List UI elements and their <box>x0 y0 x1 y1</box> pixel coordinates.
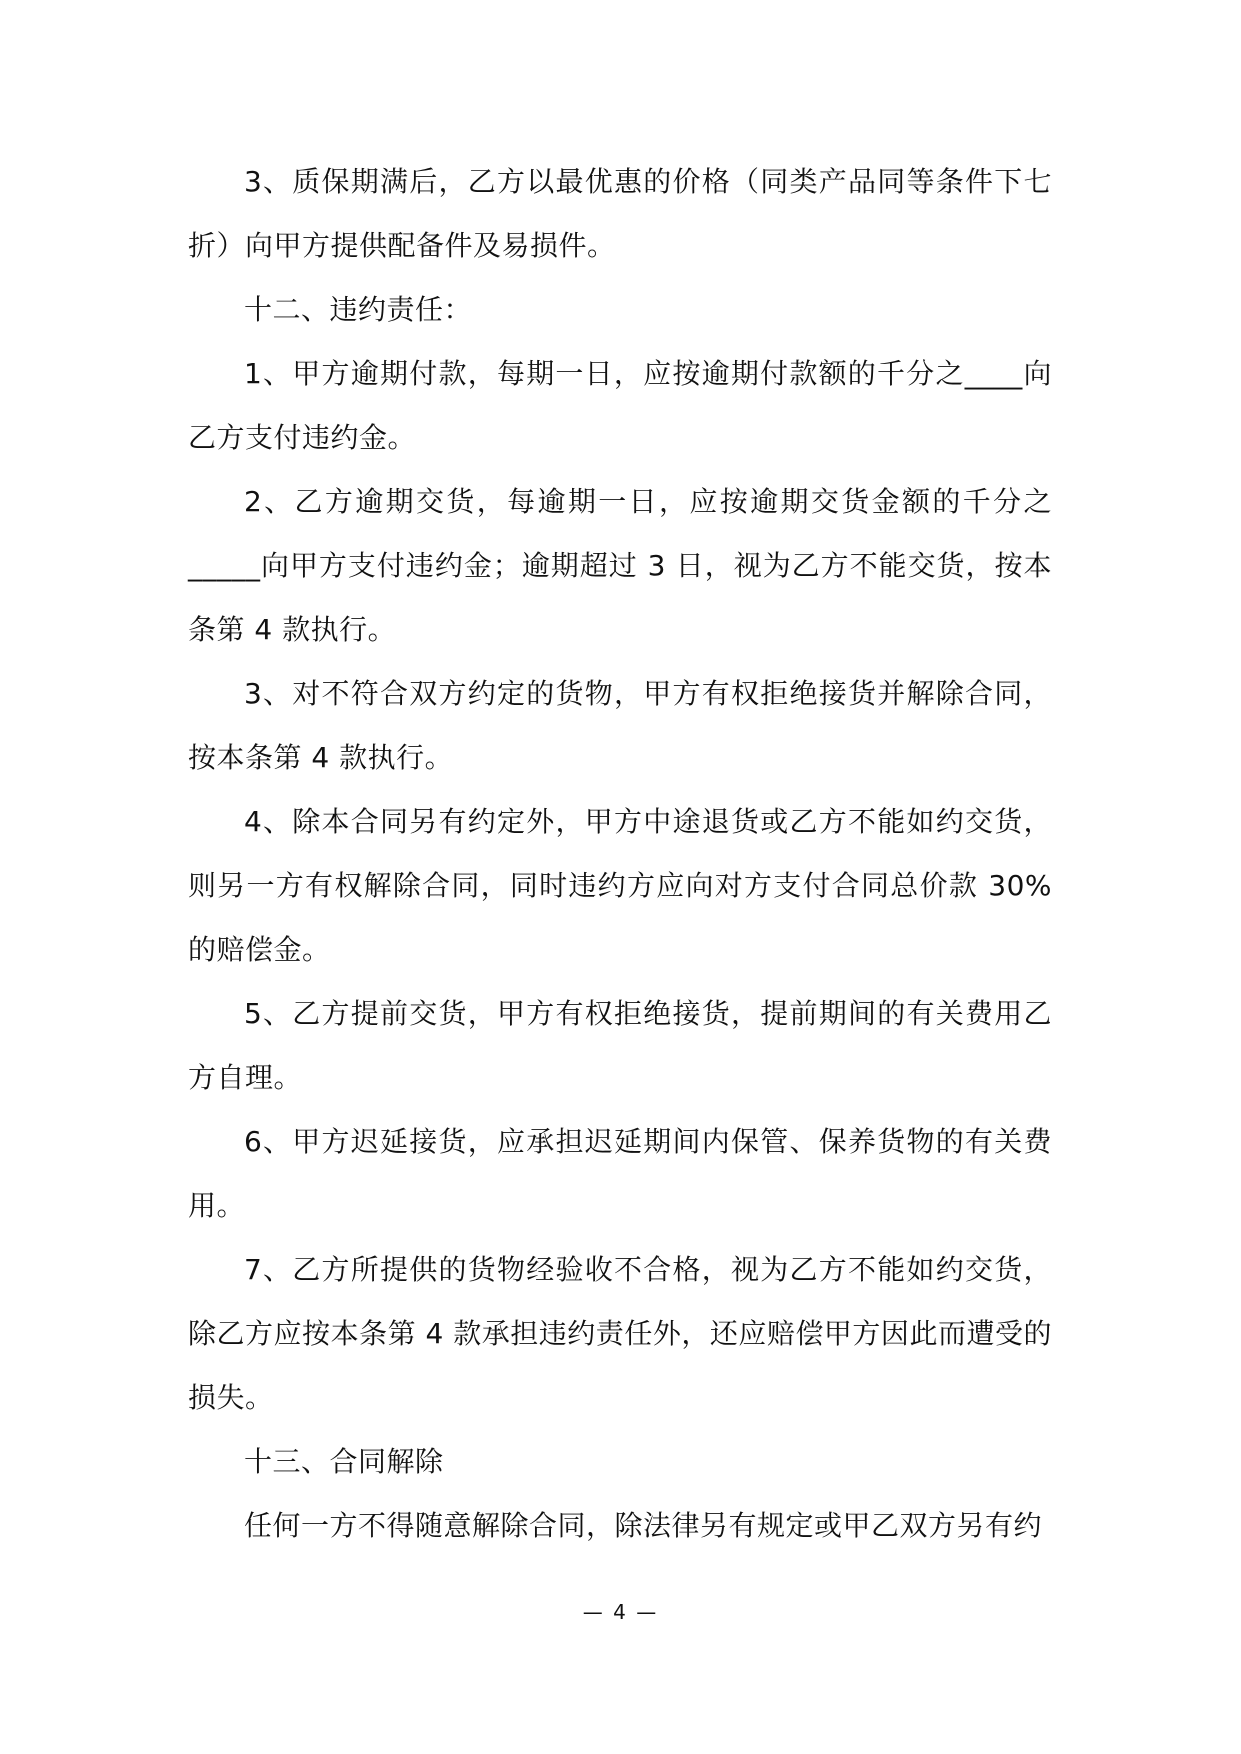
paragraph-warranty-clause-3: 3、质保期满后，乙方以最优惠的价格（同类产品同等条件下七折）向甲方提供配备件及易损件。 <box>188 165 1052 262</box>
paragraph-breach-clause-6: 6、甲方迟延接货，应承担迟延期间内保管、保养货物的有关费用。 <box>188 1125 1052 1222</box>
paragraph-breach-clause-3: 3、对不符合双方约定的货物，甲方有权拒绝接货并解除合同，按本条第 4 款执行。 <box>188 677 1052 774</box>
paragraph-breach-clause-5: 5、乙方提前交货，甲方有权拒绝接货，提前期间的有关费用乙方自理。 <box>188 997 1052 1094</box>
section-heading-contract-termination: 十三、合同解除 <box>244 1445 444 1478</box>
paragraph-breach-clause-1: 1、甲方逾期付款，每期一日，应按逾期付款额的千分之____向乙方支付违约金。 <box>188 357 1052 454</box>
paragraph-breach-clause-2: 2、乙方逾期交货，每逾期一日，应按逾期交货金额的千分之_____向甲方支付违约金；逾期超过 3 日，视为乙方不能交货，按本条第 4 款执行。 <box>188 485 1052 646</box>
section-heading-breach-liability: 十二、违约责任： <box>244 293 473 326</box>
paragraph-termination-text: 任何一方不得随意解除合同，除法律另有规定或甲乙双方另有约 <box>244 1509 1043 1542</box>
paragraph-breach-clause-4: 4、除本合同另有约定外，甲方中途退货或乙方不能如约交货，则另一方有权解除合同，同时违约方应向对方支付合同总价款 30%的赔偿金。 <box>188 805 1052 966</box>
page-number: — 4 — <box>582 1600 659 1624</box>
document-body <box>188 150 1052 1558</box>
paragraph-breach-clause-7: 7、乙方所提供的货物经验收不合格，视为乙方不能如约交货，除乙方应按本条第 4 款承担违约责任外，还应赔偿甲方因此而遭受的损失。 <box>188 1253 1052 1414</box>
